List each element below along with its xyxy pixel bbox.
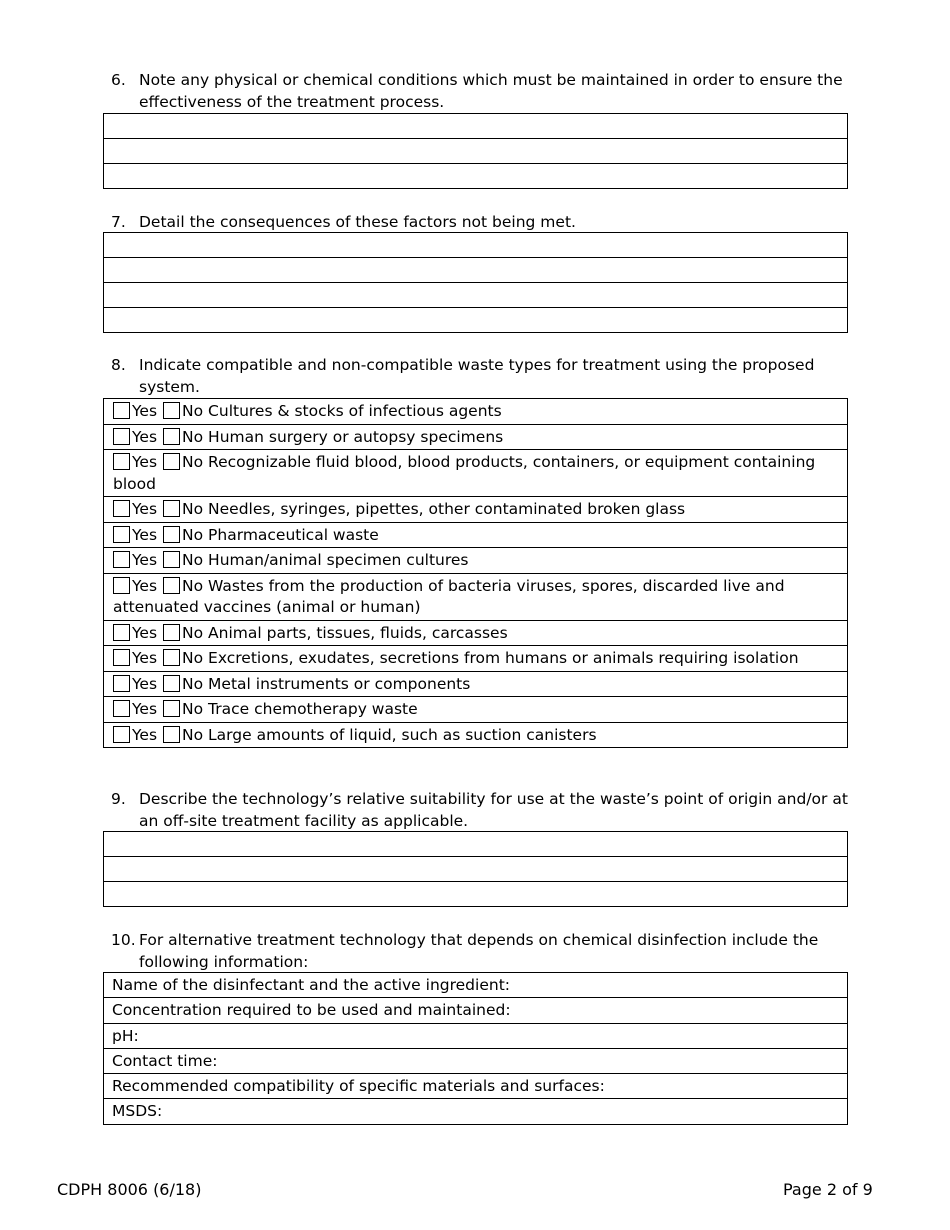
info-field-label: pH:: [112, 1026, 139, 1045]
no-checkbox[interactable]: [163, 649, 180, 666]
answer-line[interactable]: [104, 832, 847, 857]
answer-grid-9: [103, 831, 848, 907]
yes-label: Yes: [132, 453, 158, 471]
question-text: Indicate compatible and non-compatible waste types for treatment using the proposed system.: [139, 356, 815, 396]
waste-type-label: Recognizable fluid blood, blood products, containers, or equipment containing blood: [113, 453, 816, 493]
question-number: 8.: [111, 356, 126, 374]
checklist-row: [104, 425, 847, 451]
waste-type-label: Human/animal specimen cultures: [208, 551, 469, 569]
answer-line[interactable]: [104, 114, 847, 139]
yes-checkbox[interactable]: [113, 428, 130, 445]
checklist-row: [104, 723, 847, 749]
question-text: For alternative treatment technology that depends on chemical disinfection include the following information:: [139, 931, 819, 971]
question-number: 6.: [111, 71, 126, 89]
no-label: No: [182, 700, 204, 718]
answer-line[interactable]: [104, 857, 847, 882]
question-7: [111, 211, 851, 233]
no-checkbox[interactable]: [163, 551, 180, 568]
yes-label: Yes: [132, 551, 158, 569]
answer-line[interactable]: [104, 164, 847, 189]
disinfection-info-table: [103, 972, 848, 1125]
info-field-label: MSDS:: [112, 1102, 163, 1121]
no-label: No: [182, 427, 204, 446]
checklist-row: [104, 672, 847, 698]
question-number: 10.: [111, 931, 136, 949]
waste-type-label: Large amounts of liquid, such as suction canisters: [208, 725, 597, 744]
no-label: No: [182, 525, 204, 544]
waste-type-label: Pharmaceutical waste: [208, 525, 379, 544]
info-field-label: Name of the disinfectant and the active ingredient:: [112, 976, 510, 994]
checklist-row: [104, 574, 847, 621]
answer-line[interactable]: [104, 283, 847, 308]
waste-type-label: Excretions, exudates, secretions from humans or animals requiring isolation: [208, 649, 799, 667]
no-label: No: [182, 649, 204, 667]
no-label: No: [182, 551, 204, 569]
no-label: No: [182, 576, 204, 595]
no-checkbox[interactable]: [163, 453, 180, 470]
no-label: No: [182, 623, 204, 642]
yes-label: Yes: [132, 725, 158, 744]
no-checkbox[interactable]: [163, 526, 180, 543]
form-id: CDPH 8006 (6/18): [57, 1180, 202, 1199]
question-10: [111, 929, 851, 973]
info-field-label: Recommended compatibility of specific materials and surfaces:: [112, 1077, 605, 1096]
checklist-row: [104, 548, 847, 574]
question-text: Detail the consequences of these factors not being met.: [139, 213, 576, 231]
info-field-row[interactable]: [104, 1099, 847, 1124]
waste-type-label: Cultures & stocks of infectious agents: [208, 402, 502, 420]
no-label: No: [182, 725, 204, 744]
no-label: No: [182, 500, 204, 518]
answer-grid-6: [103, 113, 848, 189]
no-checkbox[interactable]: [163, 402, 180, 419]
yes-label: Yes: [132, 623, 158, 642]
waste-type-label: Metal instruments or components: [208, 674, 471, 693]
waste-type-label: Trace chemotherapy waste: [208, 700, 418, 718]
yes-label: Yes: [132, 576, 158, 595]
no-checkbox[interactable]: [163, 500, 180, 517]
info-field-row[interactable]: [104, 998, 847, 1023]
yes-checkbox[interactable]: [113, 500, 130, 517]
waste-type-label: Needles, syringes, pipettes, other contaminated broken glass: [208, 500, 686, 518]
no-label: No: [182, 402, 204, 420]
no-label: No: [182, 674, 204, 693]
waste-type-label: Wastes from the production of bacteria viruses, spores, discarded live and attenuated vaccines (animal or human): [113, 576, 785, 616]
answer-line[interactable]: [104, 233, 847, 258]
waste-type-label: Human surgery or autopsy specimens: [208, 427, 504, 446]
checklist-row: [104, 646, 847, 672]
checklist-row: [104, 399, 847, 425]
no-checkbox[interactable]: [163, 428, 180, 445]
no-checkbox[interactable]: [163, 675, 180, 692]
waste-type-checklist: [103, 398, 848, 748]
info-field-label: Concentration required to be used and maintained:: [112, 1001, 511, 1020]
no-checkbox[interactable]: [163, 577, 180, 594]
yes-checkbox[interactable]: [113, 577, 130, 594]
info-field-row[interactable]: [104, 1049, 847, 1074]
yes-checkbox[interactable]: [113, 649, 130, 666]
yes-label: Yes: [132, 525, 158, 544]
answer-line[interactable]: [104, 308, 847, 333]
yes-label: Yes: [132, 427, 158, 446]
answer-line[interactable]: [104, 882, 847, 907]
no-checkbox[interactable]: [163, 624, 180, 641]
answer-line[interactable]: [104, 258, 847, 283]
yes-checkbox[interactable]: [113, 624, 130, 641]
checklist-row: [104, 450, 847, 497]
yes-checkbox[interactable]: [113, 675, 130, 692]
yes-checkbox[interactable]: [113, 526, 130, 543]
checklist-row: [104, 621, 847, 647]
question-8: [111, 354, 851, 398]
checklist-row: [104, 697, 847, 723]
checklist-row: [104, 497, 847, 523]
info-field-row[interactable]: [104, 973, 847, 998]
yes-label: Yes: [132, 649, 158, 667]
question-6: [111, 69, 851, 113]
yes-checkbox[interactable]: [113, 726, 130, 743]
checklist-row: [104, 523, 847, 549]
page-number: Page 2 of 9: [783, 1180, 873, 1199]
answer-line[interactable]: [104, 139, 847, 164]
yes-checkbox[interactable]: [113, 551, 130, 568]
yes-label: Yes: [132, 700, 158, 718]
yes-label: Yes: [132, 402, 158, 420]
info-field-label: Contact time:: [112, 1051, 218, 1070]
yes-checkbox[interactable]: [113, 700, 130, 717]
question-text: Note any physical or chemical conditions which must be maintained in order to ensure the effectiveness of the treatment process.: [139, 71, 843, 111]
yes-label: Yes: [132, 674, 158, 693]
question-9: [111, 788, 851, 832]
answer-grid-7: [103, 232, 848, 333]
question-text: Describe the technology’s relative suitability for use at the waste’s point of origin and/or at an off-site treatment facility as applicable.: [139, 790, 848, 830]
info-field-row[interactable]: [104, 1074, 847, 1099]
waste-type-label: Animal parts, tissues, fluids, carcasses: [208, 623, 508, 642]
yes-checkbox[interactable]: [113, 402, 130, 419]
yes-label: Yes: [132, 500, 158, 518]
no-checkbox[interactable]: [163, 700, 180, 717]
no-label: No: [182, 453, 204, 471]
yes-checkbox[interactable]: [113, 453, 130, 470]
no-checkbox[interactable]: [163, 726, 180, 743]
question-number: 9.: [111, 790, 126, 808]
info-field-row[interactable]: [104, 1024, 847, 1049]
question-number: 7.: [111, 213, 126, 231]
